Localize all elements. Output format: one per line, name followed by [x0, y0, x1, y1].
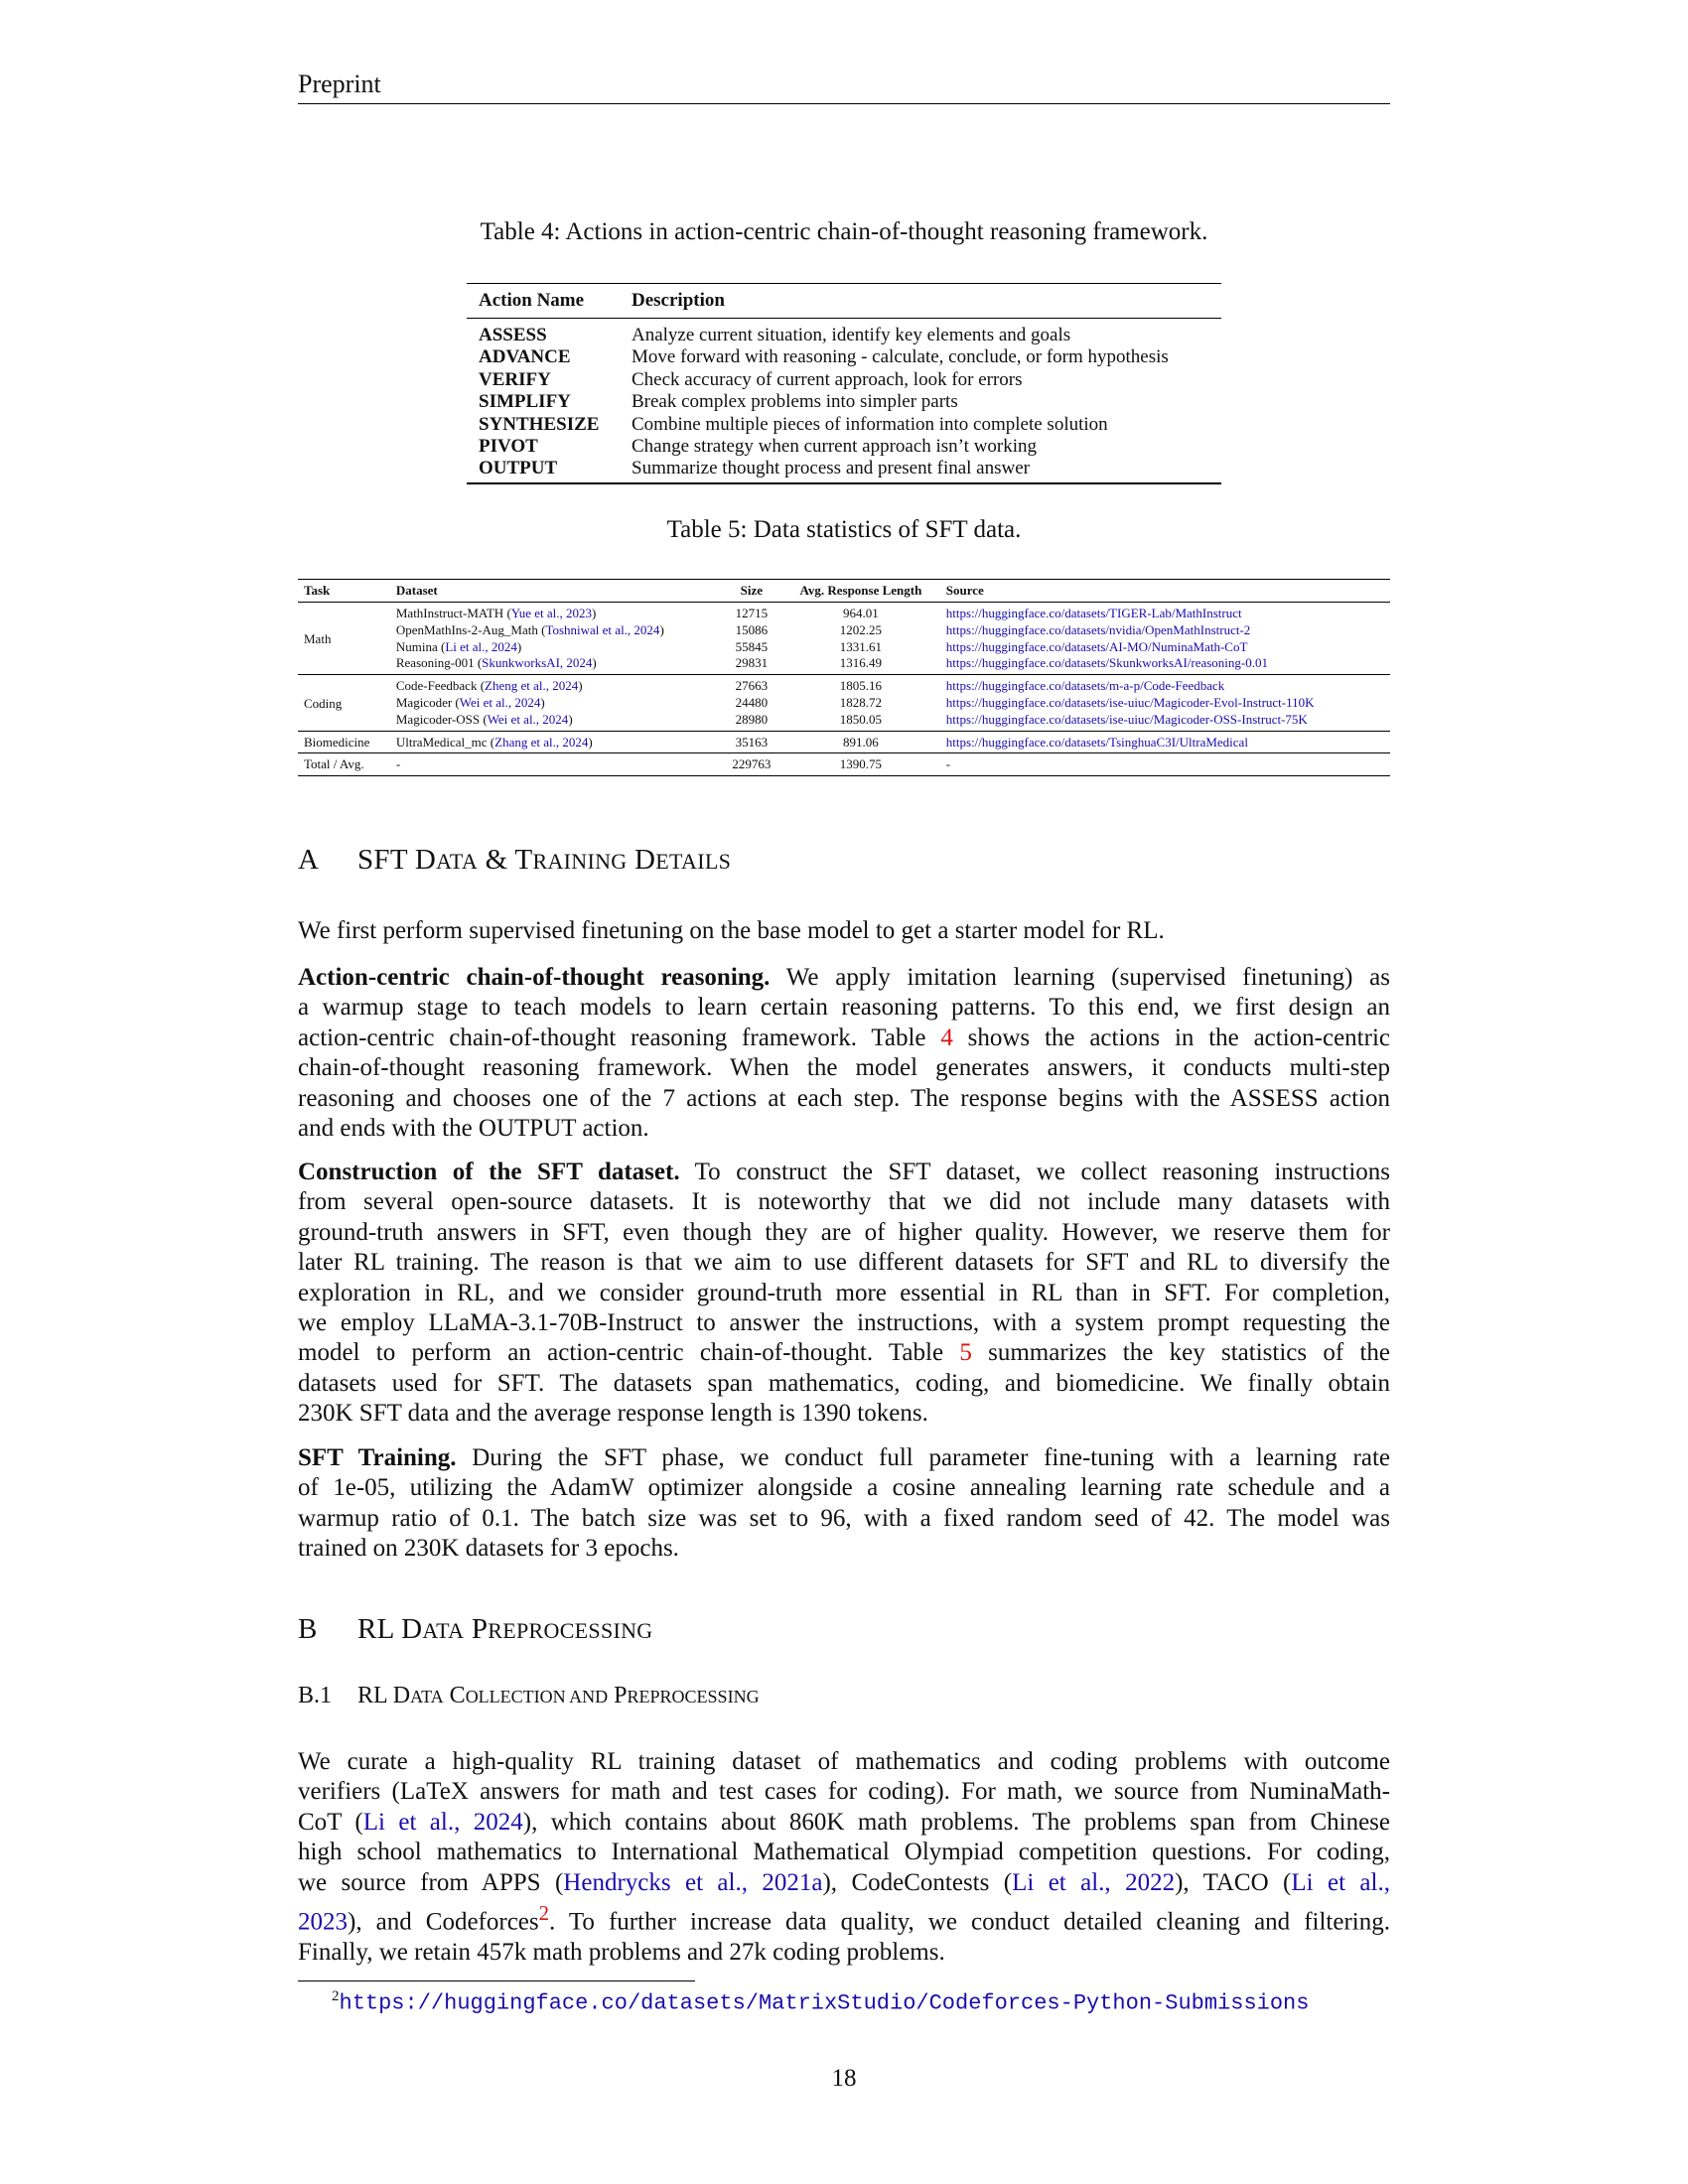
- action-description: Check accuracy of current approach, look for errors: [632, 368, 1023, 390]
- citation-link[interactable]: Zhang et al., 2024: [494, 734, 589, 750]
- table-row: [298, 712, 1390, 731]
- table-row: [467, 369, 1221, 391]
- column-header: Action Name: [467, 284, 620, 319]
- table-ref-link[interactable]: 5: [959, 1339, 972, 1367]
- action-description: Change strategy when current approach isn’t working: [632, 436, 1038, 458]
- action-name: OUTPUT: [479, 458, 558, 479]
- avg-length-cell: 1850.05: [839, 711, 883, 727]
- task-cell: Math: [298, 603, 390, 675]
- table-row: [467, 436, 1221, 458]
- section-b-title: B RL DATA PREPROCESSING: [298, 1613, 653, 1645]
- table4-caption: Table 4: Actions in action-centric chain-of-thought reasoning framework.: [480, 218, 1208, 245]
- dataset-cell: Magicoder-OSS (Wei et al., 2024): [395, 711, 573, 727]
- citation-link[interactable]: Li et al., 2022: [1012, 1868, 1176, 1896]
- size-cell: 12715: [722, 603, 781, 622]
- action-description: Combine multiple pieces of information into complete solution: [632, 413, 1108, 435]
- source-cell: -: [940, 753, 1390, 776]
- size-cell: 29831: [735, 655, 769, 671]
- source-link[interactable]: https://huggingface.co/datasets/SkunkworksAI/reasoning-0.01: [945, 655, 1269, 671]
- dataset-cell: -: [390, 753, 722, 776]
- subsection-b1-title: B.1 RL DATA COLLECTION AND PREPROCESSING: [298, 1683, 760, 1708]
- task-cell: Total / Avg.: [298, 753, 390, 776]
- avg-length-cell: 891.06: [781, 731, 940, 753]
- citation-link[interactable]: Wei et al., 2024: [487, 711, 569, 727]
- actions-table: [467, 283, 1221, 484]
- size-cell: 35163: [722, 731, 781, 753]
- table-row: [298, 695, 1390, 712]
- size-cell: 24480: [735, 694, 769, 710]
- table-row: [298, 622, 1390, 639]
- table-row: [298, 655, 1390, 674]
- paragraph-rl-data: We curate a high-quality RL training dataset of mathematics and coding problems with outcome verifiers (LaTeX answers for math and test cases for coding). For math, we source from NuminaMath- CoT (Li et al., 2024), which contains about 860K math problems. The problems span from Chinese high school mathematics to International Mathematical Olympiad competition questions. For coding, we source from APPS (Hendrycks et al., 2021a), CodeContests (Li et al., 2022), TACO (Li et al., 2023), and Codeforces$^2$. To further increase data quality, we conduct detailed cleaning and filtering. Finally, we retain 457k math problems and 27k coding problems.: [298, 1748, 1391, 1966]
- table-row: [298, 639, 1390, 656]
- action-name: ADVANCE: [479, 346, 571, 368]
- citation-link[interactable]: Zheng et al., 2024: [485, 678, 579, 694]
- size-cell: 15086: [735, 621, 769, 637]
- dataset-cell: UltraMedical_mc (Zhang et al., 2024): [390, 731, 722, 753]
- table-row: [298, 675, 1390, 695]
- avg-length-cell: 1390.75: [781, 753, 940, 776]
- citation-link[interactable]: Li et al., 2024: [362, 1808, 523, 1836]
- table-row: [467, 319, 1221, 347]
- sft-data-table: [298, 579, 1390, 776]
- citation-link[interactable]: Toshniwal et al., 2024: [545, 621, 660, 637]
- size-cell: 27663: [722, 675, 781, 695]
- total-row: [298, 753, 1390, 776]
- action-name: VERIFY: [479, 368, 551, 390]
- action-description: Summarize thought process and present final answer: [632, 458, 1030, 479]
- source-link[interactable]: https://huggingface.co/datasets/nvidia/OpenMathInstruct-2: [945, 621, 1251, 637]
- source-link[interactable]: https://huggingface.co/datasets/ise-uiuc/Magicoder-Evol-Instruct-110K: [945, 694, 1315, 710]
- avg-length-cell: 1331.61: [839, 638, 883, 654]
- table-row: [467, 414, 1221, 436]
- task-cell: Coding: [298, 675, 390, 731]
- table5-caption: Table 5: Data statistics of SFT data.: [666, 516, 1022, 543]
- column-header: Source: [940, 580, 1390, 603]
- paper-page: [298, 0, 1390, 2184]
- action-name: SIMPLIFY: [479, 391, 571, 413]
- dataset-cell: Magicoder (Wei et al., 2024): [395, 694, 545, 710]
- column-header: Avg. Response Length: [781, 580, 940, 603]
- running-head: Preprint: [298, 69, 1390, 104]
- action-name: ASSESS: [479, 325, 547, 345]
- citation-link[interactable]: 2023: [298, 1908, 348, 1936]
- footnote-url-link[interactable]: https://huggingface.co/datasets/MatrixStudio/Codeforces-Python-Submissions: [339, 1990, 1310, 2016]
- citation-link[interactable]: Hendrycks et al., 2021a: [563, 1868, 823, 1896]
- size-cell: 229763: [722, 753, 781, 776]
- table-row: [298, 603, 1390, 622]
- dataset-cell: OpenMathIns-2-Aug_Math (Toshniwal et al., 2024): [395, 621, 664, 637]
- footnote: [332, 1988, 1309, 2015]
- size-cell: 28980: [735, 711, 769, 727]
- table-row: [467, 391, 1221, 413]
- section-a-title: A SFT DATA & TRAINING DETAILS: [298, 844, 732, 876]
- action-name: SYNTHESIZE: [479, 413, 600, 435]
- paragraph-sft-dataset: Construction of the SFT dataset. To construct the SFT dataset, we collect reasoning instructions from several open-source datasets. It is noteworthy that we did not include many datasets with ground-truth answers in SFT, even though they are of higher quality. However, we reserve them for later RL training. The reason is that we aim to use different datasets for SFT and RL to diversify the exploration in RL, and we consider ground-truth more essential in RL than in SFT. For completion, we employ LLaMA-3.1-70B-Instruct to answer the instructions, with a system prompt requesting the model to perform an action-centric chain-of-thought. Table 5 summarizes the key statistics of the datasets used for SFT. The datasets span mathematics, coding, and biomedicine. We finally obtain 230K SFT data and the average response length is 1390 tokens.: [298, 1159, 1390, 1428]
- dataset-cell: Reasoning-001 (SkunkworksAI, 2024): [395, 655, 597, 671]
- avg-length-cell: 1202.25: [839, 621, 883, 637]
- avg-length-cell: 964.01: [781, 603, 940, 622]
- section-a-intro: We first perform supervised finetuning on the base model to get a starter model for RL.: [298, 917, 1165, 944]
- dataset-cell: MathInstruct-MATH (Yue et al., 2023): [390, 603, 722, 622]
- citation-link[interactable]: Li et al.,: [1291, 1868, 1390, 1896]
- task-cell: Biomedicine: [298, 731, 390, 753]
- dataset-cell: Numina (Li et al., 2024): [395, 638, 522, 654]
- source-link[interactable]: https://huggingface.co/datasets/m-a-p/Code-Feedback: [940, 675, 1390, 695]
- source-link[interactable]: https://huggingface.co/datasets/TIGER-Lab/MathInstruct: [940, 603, 1390, 622]
- dataset-cell: Code-Feedback (Zheng et al., 2024): [390, 675, 722, 695]
- source-link[interactable]: https://huggingface.co/datasets/AI-MO/NuminaMath-CoT: [945, 638, 1248, 654]
- footnote-number: 2: [332, 1988, 340, 2004]
- paragraph-action-centric: Action-centric chain-of-thought reasoning. We apply imitation learning (supervised finetuning) as a warmup stage to teach models to learn certain reasoning patterns. To this end, we first design an action-centric chain-of-thought reasoning framework. Table 4 shows the actions in the action-centric chain-of-thought reasoning framework. When the model generates answers, it conducts multi-step reasoning and chooses one of the 7 actions at each step. The response begins with the ASSESS action and ends with the OUTPUT action.: [298, 964, 1390, 1143]
- citation-link[interactable]: SkunkworksAI, 2024: [482, 655, 593, 671]
- action-description: Move forward with reasoning - calculate, conclude, or form hypothesis: [632, 346, 1169, 368]
- footnote-marker[interactable]: 2: [538, 1901, 550, 1926]
- table-row: [298, 731, 1390, 753]
- action-name: PIVOT: [479, 436, 538, 458]
- action-description: Break complex problems into simpler parts: [632, 391, 958, 413]
- action-description: Analyze current situation, identify key elements and goals: [632, 325, 1071, 345]
- column-header: Size: [722, 580, 781, 603]
- source-link[interactable]: https://huggingface.co/datasets/TsinghuaC3I/UltraMedical: [940, 731, 1390, 753]
- avg-length-cell: 1805.16: [781, 675, 940, 695]
- table-row: [467, 458, 1221, 482]
- avg-length-cell: 1828.72: [839, 694, 883, 710]
- size-cell: 55845: [735, 638, 769, 654]
- source-link[interactable]: https://huggingface.co/datasets/ise-uiuc/Magicoder-OSS-Instruct-75K: [945, 711, 1308, 727]
- column-header: Task: [298, 580, 390, 603]
- column-header: Description: [620, 284, 1221, 319]
- paragraph-sft-training: SFT Training. During the SFT phase, we conduct full parameter fine-tuning with a learning rate of 1e-05, utilizing the AdamW optimizer alongside a cosine annealing learning rate schedule and a warmup ratio of 0.1. The batch size was set to 96, with a fixed random seed of 42. The model was trained on 230K datasets for 3 epochs.: [298, 1444, 1390, 1563]
- citation-link[interactable]: Wei et al., 2024: [459, 694, 541, 710]
- citation-link[interactable]: Yue et al., 2023: [510, 606, 593, 620]
- column-header: Dataset: [390, 580, 722, 603]
- avg-length-cell: 1316.49: [839, 655, 883, 671]
- page-number: 18: [831, 2065, 857, 2092]
- table-ref-link[interactable]: 4: [940, 1024, 953, 1051]
- citation-link[interactable]: Li et al., 2024: [445, 638, 517, 654]
- footnote-rule: [298, 1980, 695, 1981]
- table-row: [467, 346, 1221, 368]
